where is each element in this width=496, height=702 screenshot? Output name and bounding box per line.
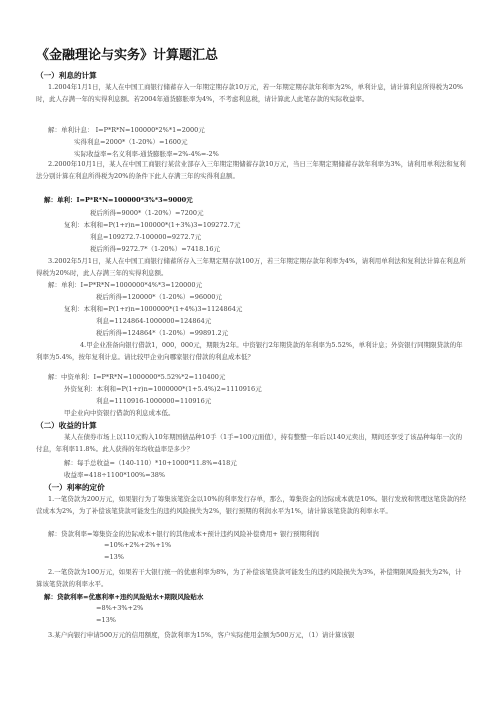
answer-1-line-1: 解：单利计息： I=P*R*N=100000*2%*1=2000元 bbox=[48, 126, 205, 134]
answer-5-line-1: 解：每手总收益=（140-110）*10+1000*11.8%=418元 bbox=[64, 459, 237, 467]
answer-2-line-3: 复利：本利和=P(1+r)n=100000*(1+3%)3=109272.7元 bbox=[64, 221, 241, 229]
answer-1-line-2: 实得利息=2000*（1-20%）=1600元 bbox=[74, 138, 188, 146]
question-2: 2.2000年10月1日，某人在中国工商银行某营业部存入三年期定期储蓄存款10万元，当日三年期定期储蓄存款年利率为3%，请利用单利法和复利法分别计算在利息所得税为20%的条件下此人存满三年的实得利息额。 bbox=[36, 160, 466, 180]
answer-7-line-1: 解：贷款利率=优惠利率+违约风险贴水+期限风险贴水 bbox=[44, 593, 204, 601]
answer-4-line-1: 解：中资单利：I=P*R*N=1000000*5.52%*2=110400元 bbox=[48, 373, 226, 381]
answer-6-line-1: 解：贷款利率=筹集资金的边际成本+银行的其他成本+预计违约风险补偿费用+ 银行预期利润 bbox=[48, 530, 319, 538]
answer-1-line-3: 实际收益率=名义利率-通货膨胀率=2%-4%=-2% bbox=[74, 150, 219, 158]
question-3: 3.2002年5月1日，某人在中国工商银行储蓄所存入三年期定期存款100万，若三年期定期存款年利率为4%，请利用单利法和复利法计算在利息所得税为20%时，此人存满三年的实得利息额。 bbox=[36, 257, 466, 277]
answer-5-line-2: 收益率=418÷1100*100%=38% bbox=[64, 471, 166, 479]
answer-2-line-4: 利息=109272.7-100000=9272.7元 bbox=[90, 233, 202, 241]
answer-3-line-2: 税后所得=120000*（1-20%）=96000元 bbox=[96, 293, 222, 301]
question-1: 1.2004年1月1日，某人在中国工商银行储蓄存入一年期定期存款10万元，若一年期定期存款年利率为2%，单利计息，请计算利息所得税为20%时，此人存满一年的实得利息额。若2004年通货膨胀率为4%，不考虑利息税，请计算此人此笔存款的实际收益率。 bbox=[36, 83, 464, 103]
section-heading-interest: （一）利息的计算 bbox=[36, 71, 97, 80]
question-5: 某人在债券市场上以110元购入10年期国债品种10手（1手=100元面值），持有整整一年后以140元卖出，期间还享受了该品种每年一次的付息，年利率11.8%。此人获得的年均收益率是多少？ bbox=[36, 433, 463, 453]
section-heading-yield: （二）收益的计算 bbox=[36, 421, 97, 430]
question-7: 2.一笔贷款为100万元，如果若干大银行统一的优惠利率为8%，为了补偿该笔贷款可能发生的违约风险损失为3%，补偿期限风险损失为2%，计算该笔贷款的利率水平。 bbox=[36, 568, 462, 588]
answer-4-line-3: 利息=1110916-1000000=110916元 bbox=[96, 397, 212, 405]
answer-3-line-5: 税后所得=124864*（1-20%）=99891.2元 bbox=[96, 329, 229, 337]
question-6: 1.一笔贷款为200万元，如果银行为了筹集该笔资金以10%的利率发行存单，那么，筹集资金的边际成本就是10%。银行发放和管理这笔贷款的经营成本为2%，为了补偿该笔贷款可能发生的违约风险损失为2%，银行预期的利润水平为1%，请计算该笔贷款的利率水平。 bbox=[36, 495, 467, 515]
answer-2-line-5: 税后所得=9272.7*（1-20%）=7418.16元 bbox=[90, 245, 221, 253]
answer-6-line-3: =13% bbox=[104, 553, 124, 561]
answer-7-line-2: =8%+3%+2% bbox=[96, 604, 144, 612]
answer-3-line-3: 复利：本利和=P(1+r)n=1000000*(1+4%)3=1124864元 bbox=[64, 305, 243, 313]
answer-6-line-2: =10%+2%+2%+1% bbox=[104, 541, 172, 549]
section-heading-rate-pricing: （一）利率的定价 bbox=[44, 483, 105, 492]
answer-2-line-2: 税后所得=9000*（1-20%）=7200元 bbox=[90, 209, 204, 217]
answer-3-line-4: 利息=1124864-1000000=124864元 bbox=[96, 317, 212, 325]
question-4: 4.甲企业准备向银行借款1，000，000元，期限为2年。中资银行2年期贷款的年利率为5.52%，单利计息；外资银行同期限贷款的年利率为5.4%，按年复利计息。请比较甲企业向哪家银行借款的利息成本低？ bbox=[36, 341, 463, 361]
answer-7-line-3: =13% bbox=[96, 616, 116, 624]
document-title: 《金融理论与实务》计算题汇总 bbox=[36, 48, 219, 63]
answer-3-line-1: 解：单利：I=P*R*N=1000000*4%*3=120000元 bbox=[48, 281, 203, 289]
answer-4-line-4: 甲企业向中资银行借款的利息成本低。 bbox=[64, 409, 175, 417]
answer-4-line-2: 外资复利：本利和=P(1+r)n=1000000*(1+5.4%)2=1110916元 bbox=[64, 385, 262, 393]
answer-2-line-1: 解：单利：I=P*R*N=100000*3%*3=9000元 bbox=[44, 196, 193, 204]
question-8: 3.某户向银行申请500万元的信用额度，贷款利率为15%，客户实际使用金额为500万元，（1）请计算该银 bbox=[48, 631, 355, 639]
